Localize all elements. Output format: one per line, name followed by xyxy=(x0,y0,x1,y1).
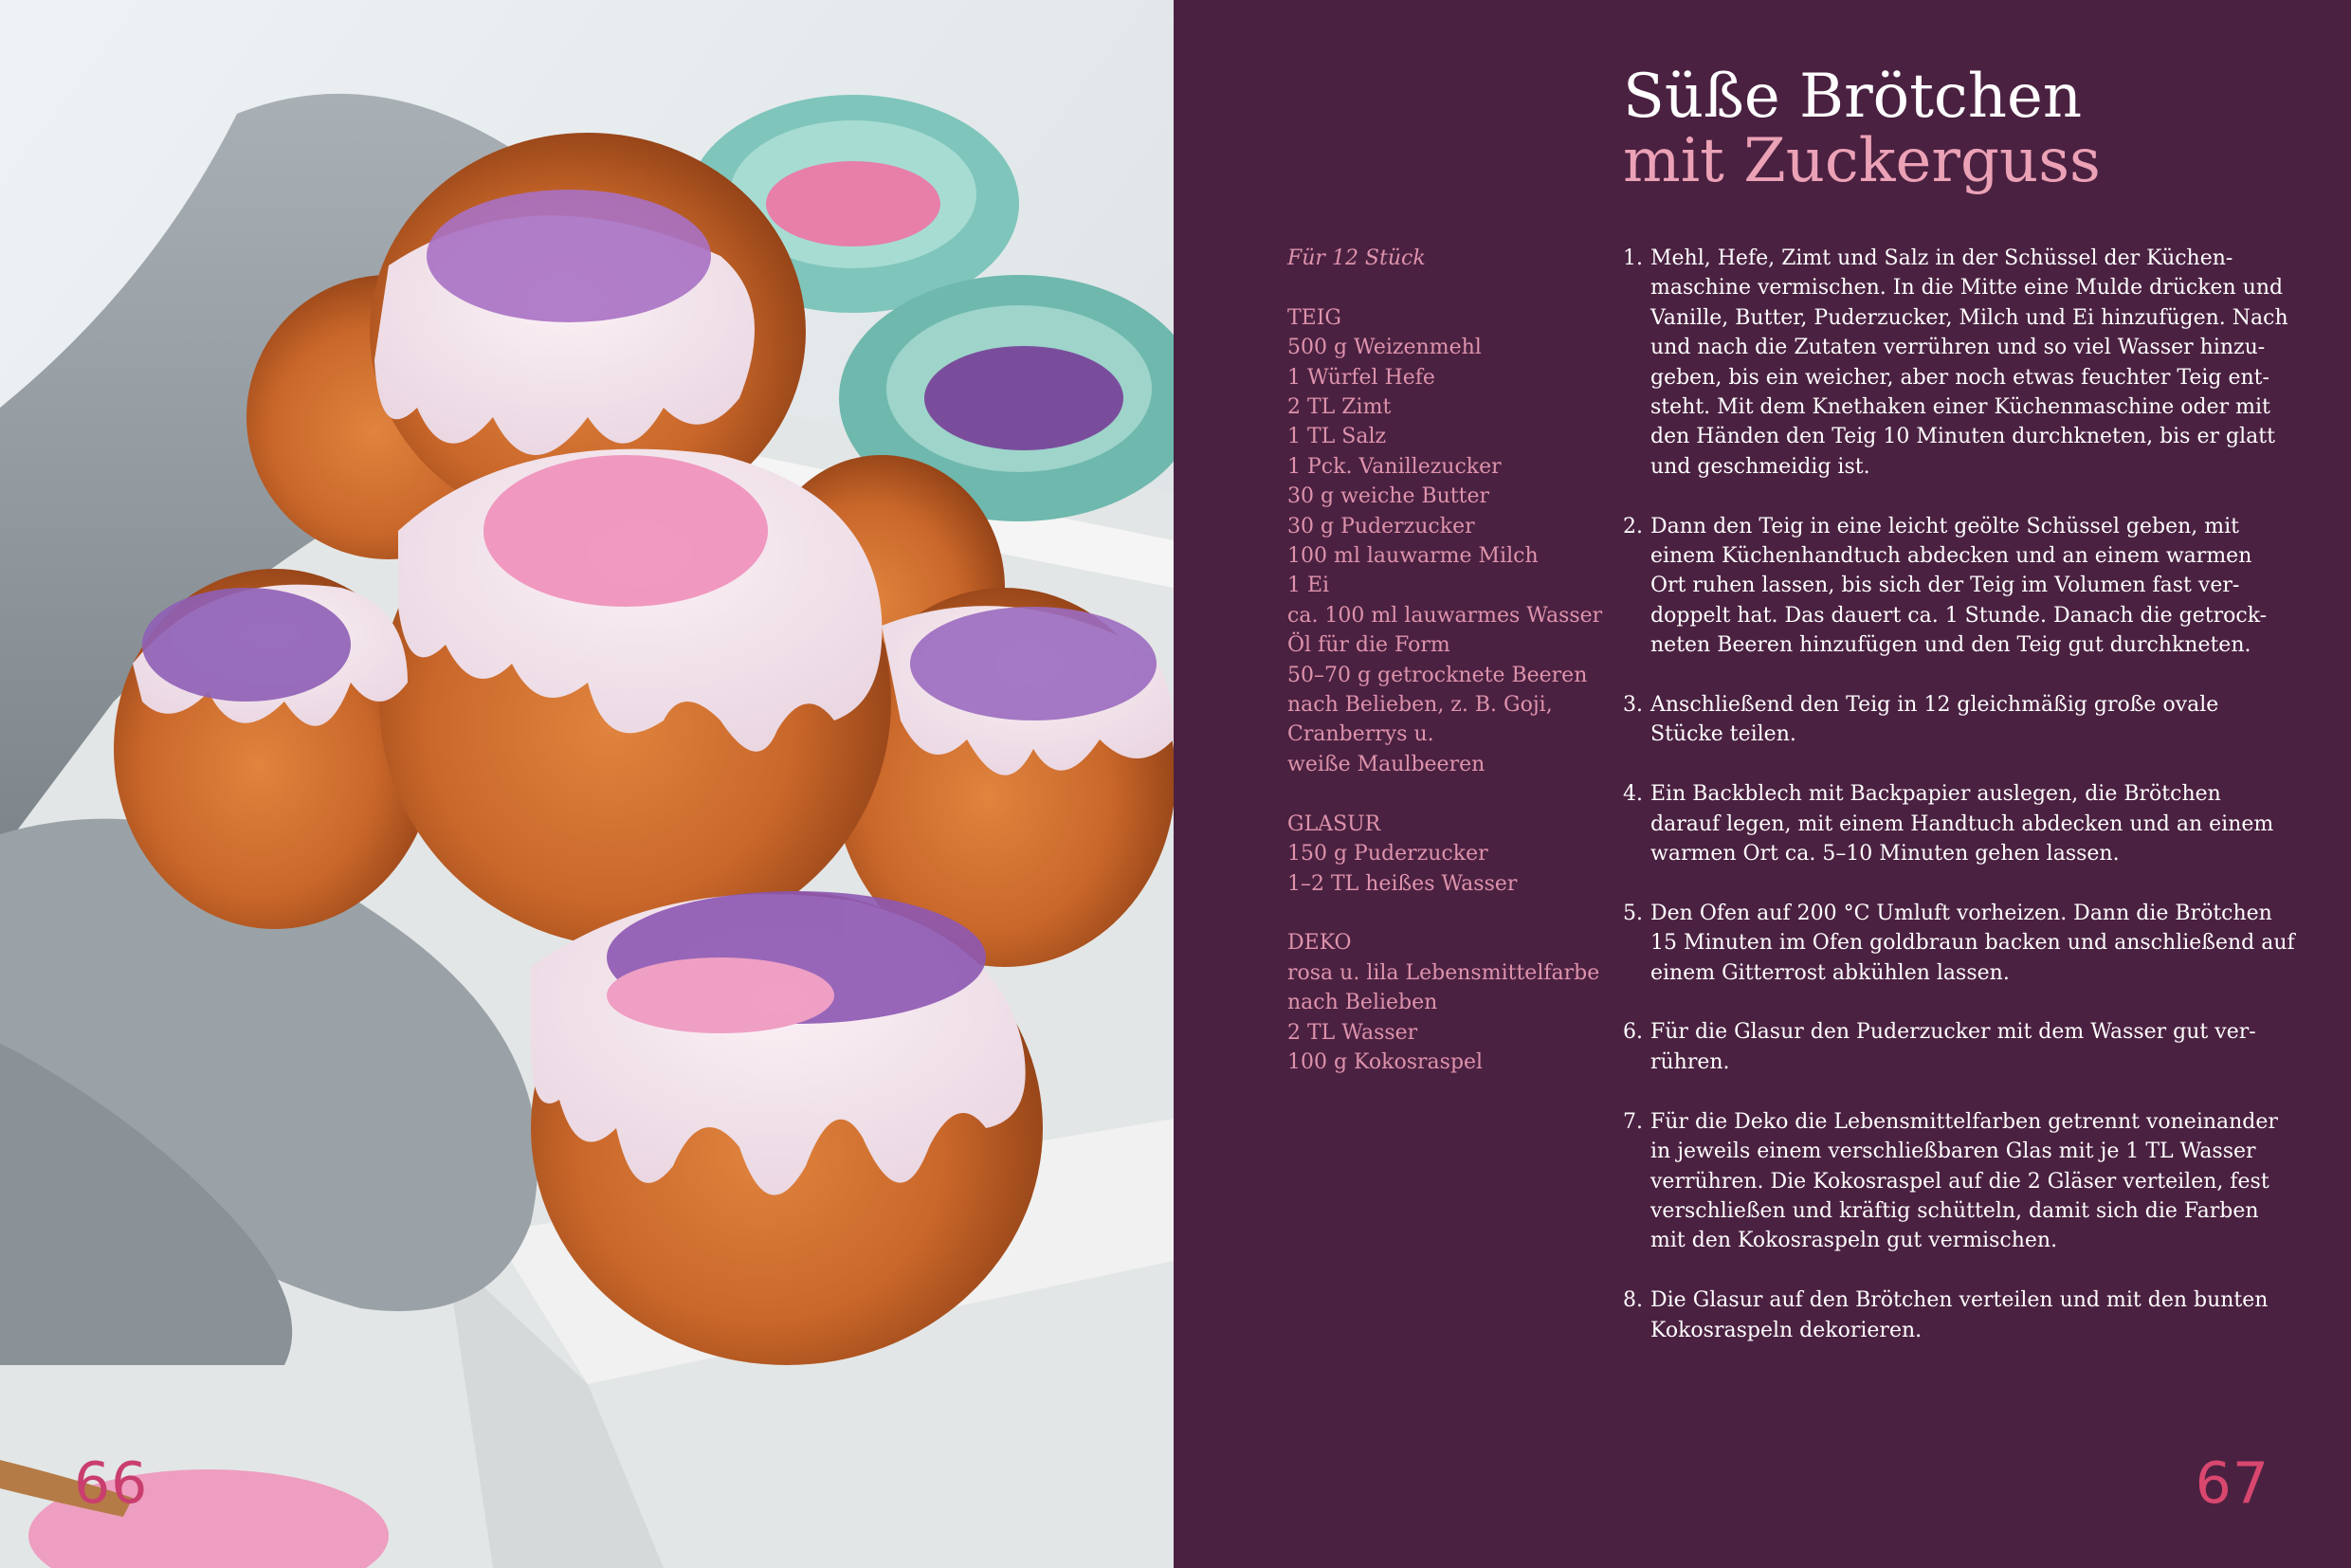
step-text: einem Gitterrost abkühlen lassen. xyxy=(1650,960,2010,985)
step-text: Vanille, Butter, Puderzucker, Milch und Ei hinzufügen. Nach xyxy=(1650,305,2288,330)
ingredients-list xyxy=(1287,244,1603,1077)
step-text: doppelt hat. Das dauert ca. 1 Stunde. Danach die getrock- xyxy=(1650,603,2268,628)
step-text: steht. Mit dem Knethaken einer Küchenmaschine oder mit xyxy=(1650,395,2270,420)
step-text: maschine vermischen. In die Mitte eine Mulde drücken und xyxy=(1650,276,2284,301)
instructions-list xyxy=(1623,244,2324,1375)
ingredient-item: Öl für die Form xyxy=(1287,633,1450,658)
step-text: Für die Glasur den Puderzucker mit dem Wasser gut ver- xyxy=(1650,1020,2256,1045)
ingredient-group-title: DEKO xyxy=(1287,931,1352,956)
step-number: 3. xyxy=(1623,693,1643,718)
step-text: Kokosraspeln dekorieren. xyxy=(1650,1318,1923,1342)
step-text: warmen Ort ca. 5–10 Minuten gehen lassen. xyxy=(1650,842,2120,866)
ingredient-item: 100 ml lauwarme Milch xyxy=(1287,544,1539,569)
recipe-subtitle: mit Zuckerguss xyxy=(1623,126,2101,196)
step-text: und geschmeidig ist. xyxy=(1650,454,1870,479)
ingredient-item: nach Belieben xyxy=(1287,991,1438,1015)
ingredient-item: 30 g Puderzucker xyxy=(1287,514,1475,538)
ingredient-item: 30 g weiche Butter xyxy=(1287,484,1490,509)
step-text: rühren. xyxy=(1650,1049,1730,1074)
step-number: 5. xyxy=(1623,901,1643,925)
step-text: Ein Backblech mit Backpapier auslegen, die Brötchen xyxy=(1650,782,2221,807)
ingredient-group-title: GLASUR xyxy=(1287,811,1381,836)
ingredient-item: 100 g Kokosraspel xyxy=(1287,1049,1484,1074)
instruction-step xyxy=(1623,512,2324,661)
ingredient-item: Cranberrys u. xyxy=(1287,722,1434,747)
step-text: Stücke teilen. xyxy=(1650,722,1796,747)
ingredient-group-teig xyxy=(1287,303,1603,780)
ingredient-group-title: TEIG xyxy=(1287,305,1341,330)
step-number: 4. xyxy=(1623,782,1643,807)
instruction-step xyxy=(1623,690,2324,750)
ingredient-item: nach Belieben, z. B. Goji, xyxy=(1287,693,1553,718)
step-text: Den Ofen auf 200 °C Umluft vorheizen. Dann die Brötchen xyxy=(1650,901,2272,925)
instruction-step xyxy=(1623,244,2324,482)
step-text: Mehl, Hefe, Zimt und Salz in der Schüssel der Küchen- xyxy=(1650,246,2233,270)
ingredient-item: 150 g Puderzucker xyxy=(1287,842,1488,866)
step-text: in jeweils einem verschließbaren Glas mit je 1 TL Wasser xyxy=(1650,1140,2256,1164)
ingredient-item: 1 Würfel Hefe xyxy=(1287,365,1435,390)
step-text: verrühren. Die Kokosraspel auf die 2 Gläser verteilen, fest xyxy=(1650,1169,2269,1194)
ingredient-item: 1 Pck. Vanillezucker xyxy=(1287,454,1502,479)
step-text: mit den Kokosraspeln gut vermischen. xyxy=(1650,1229,2058,1253)
instruction-step xyxy=(1623,1017,2324,1077)
ingredient-item: 2 TL Wasser xyxy=(1287,1020,1418,1045)
step-text: 15 Minuten im Ofen goldbraun backen und anschließend auf xyxy=(1650,931,2295,956)
step-number: 7. xyxy=(1623,1109,1643,1134)
ingredient-item: rosa u. lila Lebensmittelfarbe xyxy=(1287,960,1600,985)
ingredient-group-deko xyxy=(1287,928,1600,1077)
photo-page xyxy=(0,0,1174,1568)
ingredient-item: 1 TL Salz xyxy=(1287,425,1387,449)
step-text: Ort ruhen lassen, bis sich der Teig im Volumen fast ver- xyxy=(1650,574,2240,598)
step-text: Für die Deko die Lebensmittelfarben getrennt voneinander xyxy=(1650,1109,2278,1134)
step-text: darauf legen, mit einem Handtuch abdecken und an einem xyxy=(1650,811,2274,836)
instruction-step xyxy=(1623,1285,2324,1345)
ingredient-item: 1–2 TL heißes Wasser xyxy=(1287,871,1518,896)
step-text: verschließen und kräftig schütteln, damit sich die Farben xyxy=(1650,1198,2259,1223)
instruction-step xyxy=(1623,779,2324,868)
step-text: Dann den Teig in eine leicht geölte Schüssel geben, mit xyxy=(1650,514,2239,538)
recipe-page xyxy=(1174,0,2351,1568)
instruction-step xyxy=(1623,1107,2324,1256)
ingredient-item: 50–70 g getrocknete Beeren xyxy=(1287,663,1588,687)
ingredient-item: ca. 100 ml lauwarmes Wasser xyxy=(1287,603,1603,628)
step-number: 2. xyxy=(1623,514,1643,538)
step-text: neten Beeren hinzufügen und den Teig gut durchkneten. xyxy=(1650,633,2251,658)
step-number: 6. xyxy=(1623,1020,1643,1045)
step-text: den Händen den Teig 10 Minuten durchkneten, bis er glatt xyxy=(1650,425,2275,449)
instruction-step xyxy=(1623,899,2324,988)
page-number-left: 66 xyxy=(74,1450,149,1517)
step-text: Anschließend den Teig in 12 gleichmäßig große ovale xyxy=(1650,693,2219,718)
step-text: einem Küchenhandtuch abdecken und an einem warmen xyxy=(1650,544,2252,569)
recipe-title: Süße Brötchen xyxy=(1623,62,2083,132)
step-text: Die Glasur auf den Brötchen verteilen und mit den bunten xyxy=(1650,1288,2269,1313)
step-number: 1. xyxy=(1623,246,1643,270)
step-number: 8. xyxy=(1623,1288,1643,1313)
ingredient-item: 500 g Weizenmehl xyxy=(1287,336,1482,360)
ingredient-item: weiße Maulbeeren xyxy=(1287,752,1485,776)
food-photo xyxy=(0,0,1174,1568)
page-number-right: 67 xyxy=(2195,1450,2269,1517)
recipe-yield: Für 12 Stück xyxy=(1287,246,1426,270)
ingredient-item: 2 TL Zimt xyxy=(1287,395,1392,420)
step-text: und nach die Zutaten verrühren und so viel Wasser hinzu- xyxy=(1650,336,2266,360)
step-text: geben, bis ein weicher, aber noch etwas feuchter Teig ent- xyxy=(1650,365,2269,390)
ingredient-item: 1 Ei xyxy=(1287,574,1330,598)
ingredient-group-glasur xyxy=(1287,810,1600,899)
